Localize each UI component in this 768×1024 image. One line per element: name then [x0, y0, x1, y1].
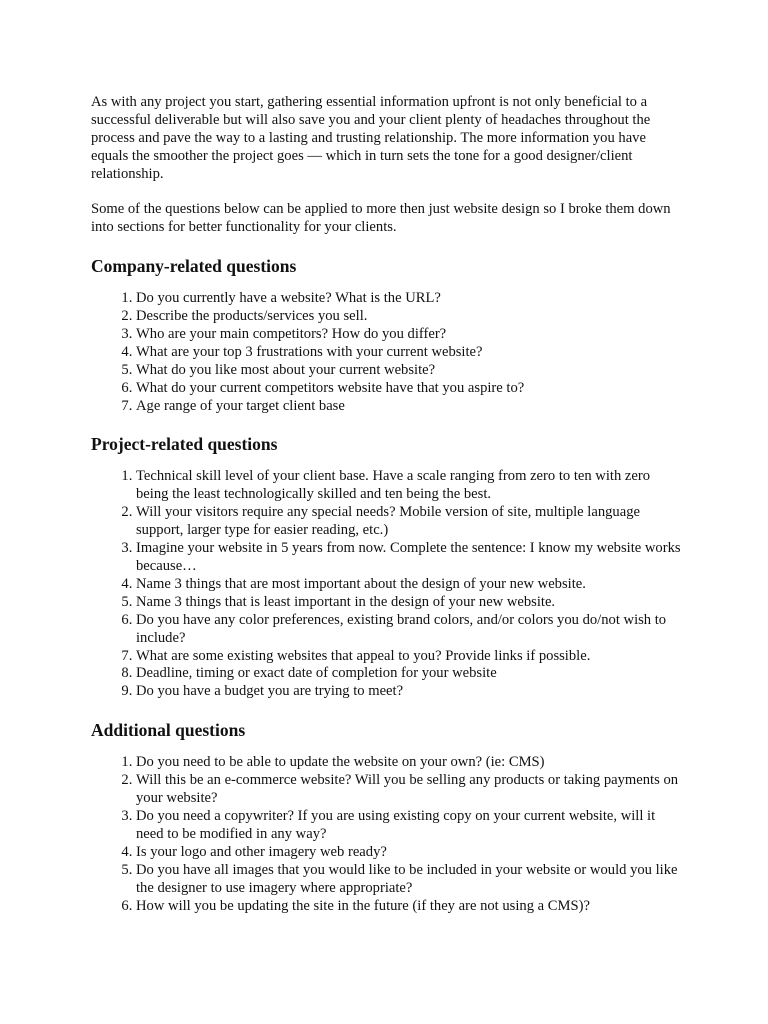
list-item: 6. What do your current competitors website have that you aspire to? — [136, 380, 683, 398]
list-item: 5. Do you have all images that you would like to be included in your website or would you like the designer to use imagery where appropriate? — [136, 862, 683, 898]
intro-paragraph-1: As with any project you start, gathering essential information upfront is not only beneficial to a successful deliverable but will also save you and your client plenty of headaches throughout the process and pave the way to a lasting and trusting relationship. The more information you have equals the smoother the project goes — which in turn sets the tone for a good designer/client relationship. — [91, 94, 651, 182]
list-item: 3. Who are your main competitors? How do you differ? — [136, 326, 683, 344]
list-item: 2. Will your visitors require any special needs? Mobile version of site, multiple language support, larger type for easier reading, etc.) — [136, 504, 683, 540]
list-item: 9. Do you have a budget you are trying to meet? — [136, 683, 683, 701]
section-company — [91, 255, 683, 415]
list-item: 1. Do you need to be able to update the website on your own? (ie: CMS) — [136, 754, 683, 772]
list-item: 3. Imagine your website in 5 years from now. Complete the sentence: I know my website works because… — [136, 540, 683, 576]
question-list — [91, 290, 683, 415]
section-heading: Project-related questions — [91, 434, 278, 455]
intro-paragraph-2: Some of the questions below can be applied to more then just website design so I broke them down into sections for better functionality for your clients. — [91, 201, 671, 236]
list-item: 2. Will this be an e-commerce website? Will you be selling any products or taking payments on your website? — [136, 772, 683, 808]
section-project — [91, 433, 683, 701]
section-additional — [91, 719, 683, 915]
section-heading: Additional questions — [91, 720, 246, 741]
list-item: 7. What are some existing websites that appeal to you? Provide links if possible. — [136, 648, 683, 666]
list-item: 7. Age range of your target client base — [136, 398, 683, 416]
question-list — [91, 468, 683, 701]
section-heading: Company-related questions — [91, 256, 297, 277]
list-item: 5. What do you like most about your current website? — [136, 362, 683, 380]
list-item: 5. Name 3 things that is least important in the design of your new website. — [136, 594, 683, 612]
list-item: 1. Do you currently have a website? What is the URL? — [136, 290, 683, 308]
list-item: 2. Describe the products/services you sell. — [136, 308, 683, 326]
document-page — [91, 94, 683, 933]
list-item: 8. Deadline, timing or exact date of completion for your website — [136, 665, 683, 683]
list-item: 6. Do you have any color preferences, existing brand colors, and/or colors you do/not wish to include? — [136, 612, 683, 648]
list-item: 3. Do you need a copywriter? If you are using existing copy on your current website, will it need to be modified in any way? — [136, 808, 683, 844]
list-item: 4. Name 3 things that are most important about the design of your new website. — [136, 576, 683, 594]
list-item: 1. Technical skill level of your client base. Have a scale ranging from zero to ten with zero being the least technologically skilled and ten being the best. — [136, 468, 683, 504]
list-item: 6. How will you be updating the site in the future (if they are not using a CMS)? — [136, 898, 683, 916]
list-item: 4. What are your top 3 frustrations with your current website? — [136, 344, 683, 362]
list-item: 4. Is your logo and other imagery web ready? — [136, 844, 683, 862]
question-list — [91, 754, 683, 915]
